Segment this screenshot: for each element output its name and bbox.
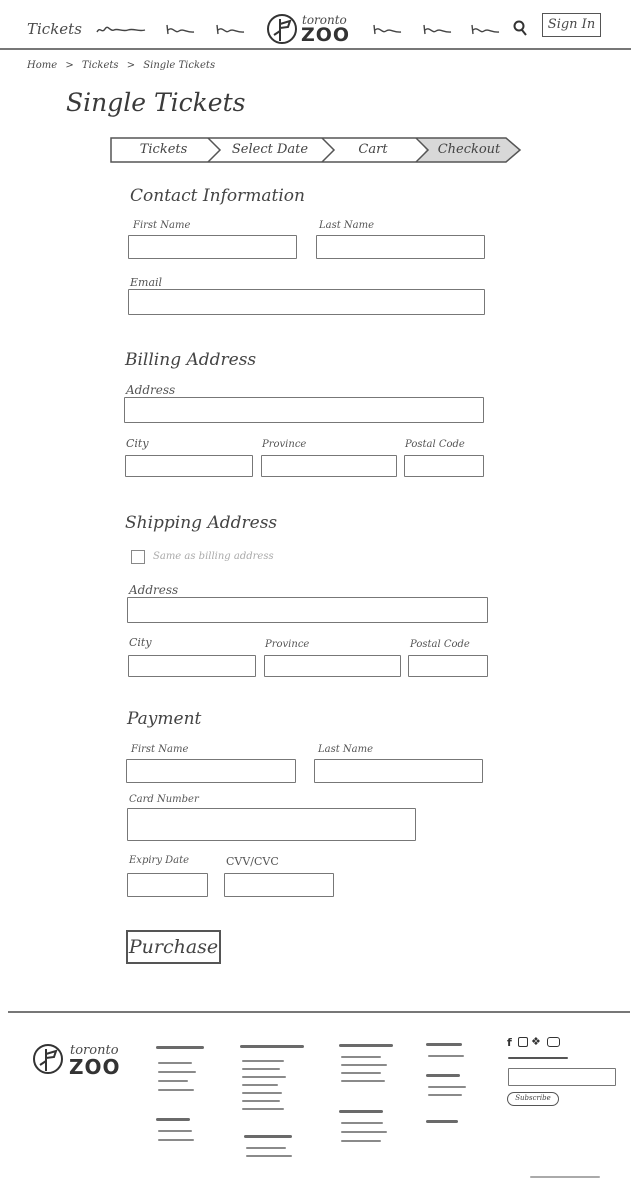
footer-link[interactable] xyxy=(242,1100,280,1102)
nav-item-placeholder[interactable] xyxy=(215,24,245,36)
contact-email-input[interactable] xyxy=(128,289,485,315)
contact-first-name-input[interactable] xyxy=(128,235,297,259)
footer-link[interactable] xyxy=(242,1108,284,1110)
breadcrumb-separator: > xyxy=(126,60,136,71)
footer-heading xyxy=(244,1135,292,1138)
twitter-icon[interactable]: ❖ xyxy=(531,1035,541,1048)
payment-first-name-label: First Name xyxy=(131,744,189,755)
billing-province-input[interactable] xyxy=(261,455,397,477)
shipping-postal-input[interactable] xyxy=(408,655,488,677)
footer-heading xyxy=(339,1110,383,1113)
newsletter-heading xyxy=(508,1057,568,1059)
footer-link[interactable] xyxy=(341,1122,383,1124)
cvv-label: CVV/CVC xyxy=(226,855,279,868)
footer-heading xyxy=(339,1044,393,1047)
step-cart[interactable]: Cart xyxy=(358,142,388,157)
footer-heading xyxy=(426,1074,460,1077)
footer-logo-text-bottom: ZOO xyxy=(69,1055,121,1079)
youtube-icon[interactable] xyxy=(547,1037,560,1047)
breadcrumb xyxy=(27,60,215,71)
nav-item-placeholder[interactable] xyxy=(372,24,402,36)
billing-postal-label: Postal Code xyxy=(405,439,465,450)
footer-heading xyxy=(426,1043,462,1046)
footer-link[interactable] xyxy=(428,1094,462,1096)
billing-section-title: Billing Address xyxy=(125,350,257,370)
card-number-input[interactable] xyxy=(127,808,416,841)
billing-address-label: Address xyxy=(126,383,176,397)
footer-link[interactable] xyxy=(246,1147,286,1149)
search-icon[interactable] xyxy=(513,20,527,36)
payment-section-title: Payment xyxy=(127,709,202,729)
footer-link[interactable] xyxy=(158,1139,194,1141)
shipping-province-label: Province xyxy=(265,639,310,650)
nav-item-placeholder[interactable] xyxy=(96,26,146,34)
footer-link[interactable] xyxy=(158,1071,196,1073)
footer-link[interactable] xyxy=(341,1131,387,1133)
shipping-address-input[interactable] xyxy=(127,597,488,623)
billing-province-label: Province xyxy=(262,439,307,450)
footer-link[interactable] xyxy=(242,1060,284,1062)
sign-in-button[interactable]: Sign In xyxy=(542,13,601,37)
shipping-section-title: Shipping Address xyxy=(125,513,278,533)
shipping-city-input[interactable] xyxy=(128,655,256,677)
instagram-icon[interactable] xyxy=(518,1037,528,1047)
same-as-billing-label: Same as billing address xyxy=(153,551,274,562)
breadcrumb-separator: > xyxy=(65,60,74,71)
contact-section-title: Contact Information xyxy=(130,186,305,206)
card-number-label: Card Number xyxy=(129,794,199,805)
shipping-address-label: Address xyxy=(129,583,179,597)
billing-postal-input[interactable] xyxy=(404,455,484,477)
footer-link[interactable] xyxy=(158,1080,188,1082)
footer-link[interactable] xyxy=(242,1068,280,1070)
footer-logo-text-top: toronto xyxy=(70,1043,119,1058)
shipping-city-label: City xyxy=(129,636,152,649)
expiry-date-label: Expiry Date xyxy=(129,855,190,866)
footer-heading xyxy=(240,1045,304,1048)
payment-last-name-input[interactable] xyxy=(314,759,483,783)
footer-link[interactable] xyxy=(242,1092,282,1094)
footer-link[interactable] xyxy=(242,1084,278,1086)
footer-copyright xyxy=(530,1176,600,1178)
shipping-province-input[interactable] xyxy=(264,655,401,677)
footer-zoo-logo[interactable] xyxy=(32,1042,124,1078)
newsletter-email-input[interactable] xyxy=(508,1068,616,1086)
footer-link[interactable] xyxy=(341,1064,387,1066)
breadcrumb-home[interactable]: Home xyxy=(27,60,58,71)
nav-tickets[interactable]: Tickets xyxy=(27,20,82,38)
footer-logo-mark-icon xyxy=(32,1042,66,1076)
expiry-date-input[interactable] xyxy=(127,873,208,897)
footer-link[interactable] xyxy=(158,1062,192,1064)
facebook-icon[interactable]: f xyxy=(507,1036,512,1049)
header-divider xyxy=(0,48,631,50)
footer-link[interactable] xyxy=(246,1155,292,1157)
cvv-input[interactable] xyxy=(224,873,334,897)
footer-link[interactable] xyxy=(341,1080,385,1082)
shipping-postal-label: Postal Code xyxy=(410,639,470,650)
breadcrumb-current: Single Tickets xyxy=(143,60,216,71)
footer-heading xyxy=(426,1120,458,1123)
page-title: Single Tickets xyxy=(66,88,246,117)
step-select-date[interactable]: Select Date xyxy=(231,142,309,157)
contact-email-label: Email xyxy=(130,276,163,289)
footer-link[interactable] xyxy=(341,1140,381,1142)
billing-city-label: City xyxy=(126,437,149,450)
nav-item-placeholder[interactable] xyxy=(470,24,500,36)
footer-heading xyxy=(156,1118,190,1121)
footer-link[interactable] xyxy=(242,1076,286,1078)
footer-social-icons xyxy=(507,1036,567,1050)
payment-first-name-input[interactable] xyxy=(126,759,296,783)
subscribe-button[interactable]: Subscribe xyxy=(507,1092,559,1106)
step-tickets[interactable]: Tickets xyxy=(139,142,188,157)
footer-link[interactable] xyxy=(428,1086,466,1088)
footer-link[interactable] xyxy=(158,1130,192,1132)
footer-link[interactable] xyxy=(158,1089,194,1091)
footer-link[interactable] xyxy=(341,1072,381,1074)
zoo-logo[interactable] xyxy=(266,12,351,46)
contact-last-name-input[interactable] xyxy=(316,235,485,259)
logo-text-bottom: ZOO xyxy=(301,24,351,46)
footer-heading xyxy=(156,1046,204,1049)
nav-item-placeholder[interactable] xyxy=(422,24,452,36)
contact-first-name-label: First Name xyxy=(133,220,191,231)
nav-item-placeholder[interactable] xyxy=(165,24,195,36)
zoo-logo-mark-icon xyxy=(266,12,300,46)
logo-text-top: toronto xyxy=(302,13,347,27)
billing-address-input[interactable] xyxy=(124,397,484,423)
footer-link[interactable] xyxy=(341,1056,381,1058)
step-checkout[interactable]: Checkout xyxy=(437,142,501,157)
payment-last-name-label: Last Name xyxy=(318,744,374,755)
contact-last-name-label: Last Name xyxy=(319,220,375,231)
purchase-button[interactable]: Purchase xyxy=(126,930,221,964)
billing-city-input[interactable] xyxy=(125,455,253,477)
footer-link[interactable] xyxy=(428,1055,464,1057)
footer-divider xyxy=(8,1011,630,1013)
breadcrumb-tickets[interactable]: Tickets xyxy=(81,60,119,71)
checkout-stepper xyxy=(110,137,522,163)
same-as-billing-checkbox[interactable] xyxy=(131,550,145,564)
